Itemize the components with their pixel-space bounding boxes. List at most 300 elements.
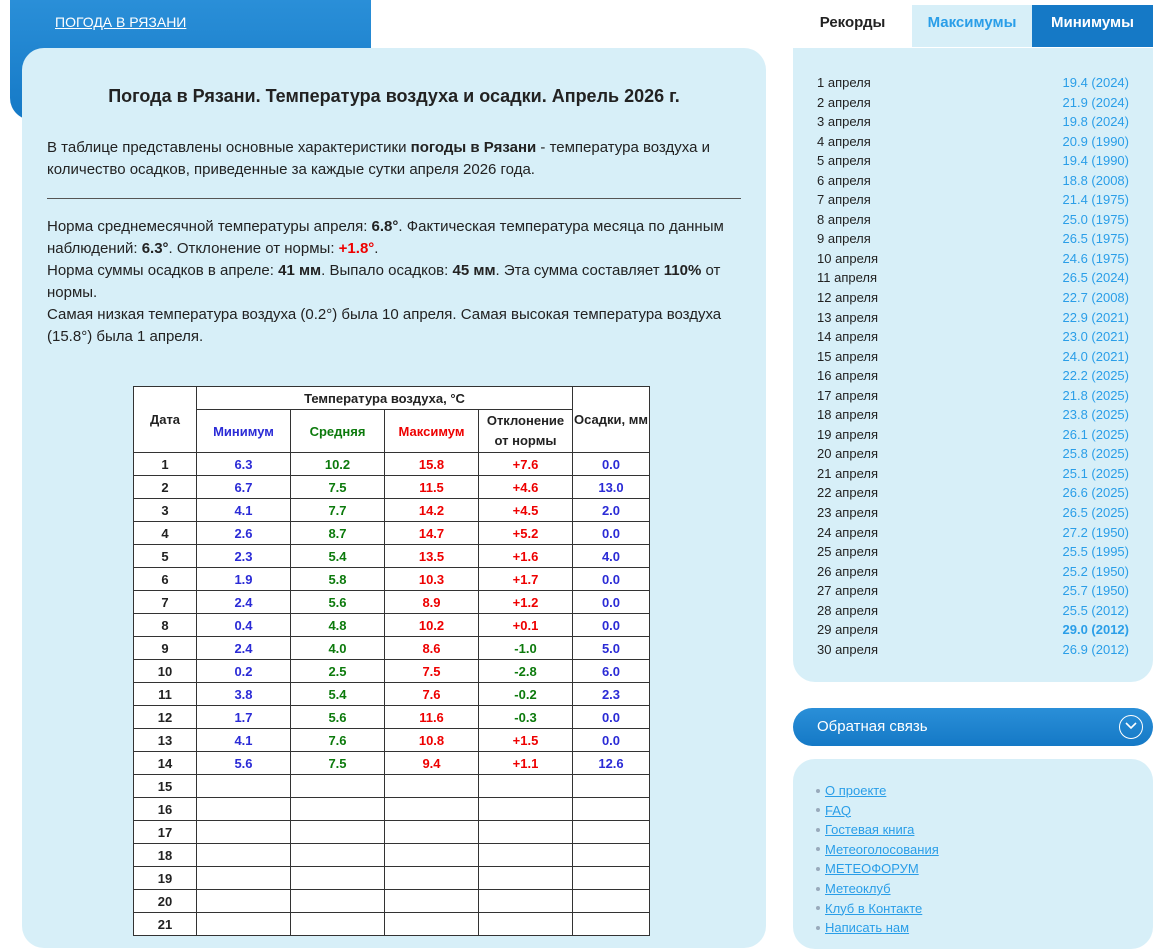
cell-date: 8 <box>134 614 197 637</box>
cell-min: 4.1 <box>197 729 291 752</box>
cell-mean: 5.4 <box>291 683 385 706</box>
cell-mean: 2.5 <box>291 660 385 683</box>
record-date: 16 апреля <box>817 368 878 384</box>
cell-max <box>385 890 479 913</box>
cell-max: 14.2 <box>385 499 479 522</box>
record-value: 18.8 (2008) <box>1062 172 1129 188</box>
cell-date: 12 <box>134 706 197 729</box>
precip-norm-value: 41 мм <box>278 262 322 279</box>
bullet-icon <box>816 847 820 851</box>
cell-deviation: +1.6 <box>479 545 573 568</box>
cell-date: 15 <box>134 775 197 798</box>
cell-max <box>385 913 479 936</box>
table-row <box>134 913 650 936</box>
record-date: 18 апреля <box>817 407 878 423</box>
bullet-icon <box>816 828 820 832</box>
table-row <box>134 568 650 591</box>
bullet-icon <box>816 867 820 871</box>
cell-deviation: +4.6 <box>479 476 573 499</box>
records-panel <box>793 48 1153 682</box>
stat-label: Норма суммы осадков в апреле: <box>47 262 279 279</box>
cell-deviation: +1.1 <box>479 752 573 775</box>
table-row <box>134 821 650 844</box>
cell-date: 1 <box>134 453 197 476</box>
record-date: 13 апреля <box>817 309 878 325</box>
record-item <box>817 210 1129 230</box>
stat-label: . Выпало осадков: <box>321 262 453 279</box>
table-row <box>134 706 650 729</box>
intro-text <box>47 137 737 181</box>
record-date: 2 апреля <box>817 94 871 110</box>
table-row <box>134 522 650 545</box>
cell-min <box>197 844 291 867</box>
cell-max: 11.5 <box>385 476 479 499</box>
record-item <box>817 386 1129 406</box>
chevron-down-icon[interactable] <box>1119 715 1143 739</box>
record-date: 23 апреля <box>817 505 878 521</box>
cell-min <box>197 775 291 798</box>
cell-max: 7.6 <box>385 683 479 706</box>
record-item <box>817 601 1129 621</box>
cell-date: 16 <box>134 798 197 821</box>
record-item <box>817 425 1129 445</box>
cell-max: 10.3 <box>385 568 479 591</box>
record-value: 20.9 (1990) <box>1062 133 1129 149</box>
record-value: 21.8 (2025) <box>1062 387 1129 403</box>
cell-min <box>197 867 291 890</box>
links-panel <box>793 759 1153 949</box>
record-value: 27.2 (1950) <box>1062 524 1129 540</box>
table-row <box>134 890 650 913</box>
record-item <box>817 229 1129 249</box>
cell-deviation <box>479 844 573 867</box>
cell-mean: 7.5 <box>291 476 385 499</box>
cell-precip: 0.0 <box>573 522 650 545</box>
table-body <box>134 453 650 936</box>
cell-precip: 0.0 <box>573 591 650 614</box>
table-row <box>134 867 650 890</box>
table-row <box>134 683 650 706</box>
record-value: 25.2 (1950) <box>1062 563 1129 579</box>
record-date: 12 апреля <box>817 290 878 306</box>
record-date: 28 апреля <box>817 602 878 618</box>
record-date: 26 апреля <box>817 563 878 579</box>
cell-mean <box>291 798 385 821</box>
table-row <box>134 729 650 752</box>
record-item <box>817 151 1129 171</box>
cell-mean <box>291 890 385 913</box>
cell-mean: 7.5 <box>291 752 385 775</box>
sidebar-link[interactable]: FAQ <box>825 802 852 818</box>
cell-date: 7 <box>134 591 197 614</box>
cell-min: 2.3 <box>197 545 291 568</box>
cell-min: 2.6 <box>197 522 291 545</box>
page-title: Погода в Рязани. Температура воздуха и осадки. Апрель 2026 г. <box>108 86 680 106</box>
temp-norm-value: 6.8° <box>371 218 399 235</box>
feedback-bar[interactable] <box>793 708 1153 746</box>
record-item <box>817 171 1129 191</box>
cell-max: 13.5 <box>385 545 479 568</box>
record-date: 25 апреля <box>817 544 878 560</box>
links-list <box>813 781 939 938</box>
link-item <box>813 801 939 821</box>
record-value: 25.5 (2012) <box>1062 602 1129 618</box>
record-item <box>817 640 1129 660</box>
record-value: 23.8 (2025) <box>1062 407 1129 423</box>
record-item <box>817 190 1129 210</box>
extremes-text: Самая низкая температура воздуха (0.2°) была 10 апреля. Самая высокая температура воздуха (15.8°) была 1 апреля. <box>47 306 722 345</box>
link-item <box>813 859 939 879</box>
cell-deviation <box>479 913 573 936</box>
cell-precip <box>573 890 650 913</box>
col-max-header: Максимум <box>385 410 479 453</box>
cell-max <box>385 867 479 890</box>
sidebar-link[interactable]: Метеоголосования <box>825 841 939 857</box>
cell-deviation: +1.7 <box>479 568 573 591</box>
stat-label: . <box>374 240 379 257</box>
record-item <box>817 503 1129 523</box>
bullet-icon <box>816 887 820 891</box>
cell-date: 13 <box>134 729 197 752</box>
cell-date: 9 <box>134 637 197 660</box>
record-item <box>817 288 1129 308</box>
cell-date: 20 <box>134 890 197 913</box>
cell-precip: 2.3 <box>573 683 650 706</box>
record-item <box>817 542 1129 562</box>
cell-min: 6.7 <box>197 476 291 499</box>
cell-mean: 4.0 <box>291 637 385 660</box>
table-row <box>134 453 650 476</box>
cell-precip <box>573 821 650 844</box>
record-date: 6 апреля <box>817 172 871 188</box>
link-item <box>813 840 939 860</box>
cell-precip: 0.0 <box>573 614 650 637</box>
link-item <box>813 820 939 840</box>
record-item <box>817 464 1129 484</box>
cell-deviation <box>479 821 573 844</box>
bullet-icon <box>816 906 820 910</box>
record-item <box>817 327 1129 347</box>
record-item <box>817 366 1129 386</box>
link-item <box>813 781 939 801</box>
record-date: 5 апреля <box>817 153 871 169</box>
cell-max: 15.8 <box>385 453 479 476</box>
col-date-header: Дата <box>134 387 197 453</box>
intro-bold: погоды в Рязани <box>410 139 537 156</box>
tab-minimums[interactable]: Минимумы <box>1032 5 1153 47</box>
cell-precip: 6.0 <box>573 660 650 683</box>
record-date: 17 апреля <box>817 387 878 403</box>
record-date: 29 апреля <box>817 622 878 638</box>
col-min-header: Минимум <box>197 410 291 453</box>
cell-min: 6.3 <box>197 453 291 476</box>
cell-mean: 5.8 <box>291 568 385 591</box>
records-list <box>817 73 1129 659</box>
stat-label: . Фактическая температура месяца по данным наблюдений: <box>47 218 724 257</box>
stat-label: Норма среднемесячной температуры апреля: <box>47 218 372 235</box>
cell-mean: 5.6 <box>291 591 385 614</box>
stat-label: . Эта сумма составляет <box>495 262 664 279</box>
table-row <box>134 798 650 821</box>
record-value: 21.4 (1975) <box>1062 192 1129 208</box>
record-date: 10 апреля <box>817 250 878 266</box>
tab-records[interactable]: Рекорды <box>793 5 912 47</box>
table-row <box>134 775 650 798</box>
cell-date: 11 <box>134 683 197 706</box>
cell-min: 2.4 <box>197 591 291 614</box>
cell-precip: 13.0 <box>573 476 650 499</box>
cell-deviation: +4.5 <box>479 499 573 522</box>
cell-min: 1.7 <box>197 706 291 729</box>
record-value: 24.0 (2021) <box>1062 348 1129 364</box>
cell-precip: 5.0 <box>573 637 650 660</box>
table-row <box>134 499 650 522</box>
col-mean-header: Средняя <box>291 410 385 453</box>
cell-max: 8.6 <box>385 637 479 660</box>
cell-precip: 0.0 <box>573 706 650 729</box>
record-item <box>817 483 1129 503</box>
record-item <box>817 444 1129 464</box>
precip-percent-value: 110% <box>663 262 702 279</box>
record-value: 24.6 (1975) <box>1062 250 1129 266</box>
record-value: 21.9 (2024) <box>1062 94 1129 110</box>
precip-fact-value: 45 мм <box>452 262 496 279</box>
cell-mean <box>291 913 385 936</box>
cell-min <box>197 821 291 844</box>
cell-mean: 5.4 <box>291 545 385 568</box>
cell-deviation: -2.8 <box>479 660 573 683</box>
cell-date: 19 <box>134 867 197 890</box>
record-value: 25.8 (2025) <box>1062 446 1129 462</box>
cell-precip: 2.0 <box>573 499 650 522</box>
cell-mean: 10.2 <box>291 453 385 476</box>
record-item <box>817 523 1129 543</box>
cell-deviation <box>479 867 573 890</box>
cell-min: 0.4 <box>197 614 291 637</box>
main-content-panel <box>22 48 766 948</box>
record-date: 24 апреля <box>817 524 878 540</box>
sidebar-link[interactable]: Клуб в Контакте <box>825 900 923 916</box>
cell-mean: 5.6 <box>291 706 385 729</box>
cell-mean <box>291 867 385 890</box>
cell-max: 10.8 <box>385 729 479 752</box>
cell-max: 9.4 <box>385 752 479 775</box>
cell-min <box>197 913 291 936</box>
record-value: 25.5 (1995) <box>1062 544 1129 560</box>
record-item <box>817 562 1129 582</box>
cell-mean: 7.7 <box>291 499 385 522</box>
bullet-icon <box>816 789 820 793</box>
cell-date: 17 <box>134 821 197 844</box>
cell-date: 10 <box>134 660 197 683</box>
cell-precip: 0.0 <box>573 729 650 752</box>
temp-fact-value: 6.3° <box>141 240 169 257</box>
sidebar-link[interactable]: Метеоклуб <box>825 880 891 896</box>
weather-table <box>133 386 650 936</box>
cell-deviation <box>479 798 573 821</box>
tab-maximums[interactable]: Максимумы <box>912 5 1032 47</box>
link-item <box>813 879 939 899</box>
cell-precip: 4.0 <box>573 545 650 568</box>
intro-text-part: В таблице представлены основные характеристики <box>47 139 411 156</box>
cell-deviation: -0.3 <box>479 706 573 729</box>
cell-max: 7.5 <box>385 660 479 683</box>
cell-deviation: +1.5 <box>479 729 573 752</box>
cell-max: 10.2 <box>385 614 479 637</box>
record-item <box>817 347 1129 367</box>
record-item <box>817 405 1129 425</box>
record-date: 21 апреля <box>817 465 878 481</box>
record-date: 20 апреля <box>817 446 878 462</box>
record-value: 26.6 (2025) <box>1062 485 1129 501</box>
cell-max: 14.7 <box>385 522 479 545</box>
record-item <box>817 112 1129 132</box>
record-value: 26.5 (2024) <box>1062 270 1129 286</box>
record-date: 8 апреля <box>817 211 871 227</box>
record-value: 26.1 (2025) <box>1062 426 1129 442</box>
stat-label: от нормы. <box>47 262 721 301</box>
record-value: 25.7 (1950) <box>1062 583 1129 599</box>
record-item <box>817 268 1129 288</box>
bullet-icon <box>816 808 820 812</box>
record-item <box>817 308 1129 328</box>
cell-date: 18 <box>134 844 197 867</box>
link-item <box>813 918 939 938</box>
monthly-stats <box>47 216 737 348</box>
site-home-link[interactable]: ПОГОДА В РЯЗАНИ <box>55 14 187 30</box>
record-date: 4 апреля <box>817 133 871 149</box>
cell-deviation: +1.2 <box>479 591 573 614</box>
cell-min <box>197 798 291 821</box>
cell-max <box>385 821 479 844</box>
record-date: 1 апреля <box>817 75 871 90</box>
cell-precip <box>573 775 650 798</box>
sidebar-link[interactable]: О проекте <box>825 783 887 798</box>
intro-text-part: - температура воздуха и количество осадков, приведенные за каждые сутки апреля 2026 года. <box>47 139 710 178</box>
stat-label: . Отклонение от нормы: <box>168 240 339 257</box>
cell-precip: 0.0 <box>573 453 650 476</box>
record-date: 15 апреля <box>817 348 878 364</box>
table-row <box>134 660 650 683</box>
cell-deviation: +7.6 <box>479 453 573 476</box>
feedback-label: Обратная связь <box>817 718 928 735</box>
cell-max: 8.9 <box>385 591 479 614</box>
record-date: 27 апреля <box>817 583 878 599</box>
cell-date: 6 <box>134 568 197 591</box>
cell-date: 5 <box>134 545 197 568</box>
table-row <box>134 476 650 499</box>
record-item <box>817 581 1129 601</box>
sidebar-link[interactable]: Гостевая книга <box>825 822 915 838</box>
cell-max <box>385 798 479 821</box>
cell-mean <box>291 775 385 798</box>
cell-mean: 4.8 <box>291 614 385 637</box>
record-date: 30 апреля <box>817 641 878 657</box>
cell-date: 4 <box>134 522 197 545</box>
record-item <box>817 620 1129 640</box>
record-value: 22.9 (2021) <box>1062 309 1129 325</box>
record-value: 19.8 (2024) <box>1062 114 1129 130</box>
cell-precip: 0.0 <box>573 568 650 591</box>
record-value: 23.0 (2021) <box>1062 329 1129 345</box>
temp-deviation-value: +1.8° <box>338 240 375 257</box>
cell-deviation: -0.2 <box>479 683 573 706</box>
record-date: 9 апреля <box>817 231 871 247</box>
cell-deviation: -1.0 <box>479 637 573 660</box>
col-deviation-header: Отклонение от нормы <box>479 410 573 453</box>
cell-max <box>385 775 479 798</box>
record-value: 22.7 (2008) <box>1062 290 1129 306</box>
sidebar-link[interactable]: МЕТЕОФОРУМ <box>825 861 919 877</box>
cell-precip <box>573 844 650 867</box>
cell-precip: 12.6 <box>573 752 650 775</box>
cell-deviation: +5.2 <box>479 522 573 545</box>
record-date: 22 апреля <box>817 485 878 501</box>
cell-mean: 8.7 <box>291 522 385 545</box>
cell-date: 21 <box>134 913 197 936</box>
cell-date: 3 <box>134 499 197 522</box>
cell-date: 2 <box>134 476 197 499</box>
record-date: 19 апреля <box>817 426 878 442</box>
cell-date: 14 <box>134 752 197 775</box>
table-row <box>134 637 650 660</box>
cell-min: 4.1 <box>197 499 291 522</box>
cell-precip <box>573 867 650 890</box>
record-value: 19.4 (2024) <box>1062 75 1129 90</box>
cell-precip <box>573 913 650 936</box>
cell-mean: 7.6 <box>291 729 385 752</box>
table-row <box>134 752 650 775</box>
cell-mean <box>291 821 385 844</box>
cell-deviation <box>479 890 573 913</box>
cell-min: 0.2 <box>197 660 291 683</box>
record-value: 29.0 (2012) <box>1062 622 1129 638</box>
table-row <box>134 844 650 867</box>
record-item <box>817 132 1129 152</box>
cell-min: 2.4 <box>197 637 291 660</box>
record-date: 7 апреля <box>817 192 871 208</box>
cell-min: 3.8 <box>197 683 291 706</box>
sidebar-link[interactable]: Написать нам <box>825 920 910 936</box>
record-item <box>817 73 1129 93</box>
cell-precip <box>573 798 650 821</box>
records-tabs <box>793 5 1153 47</box>
record-value: 25.1 (2025) <box>1062 465 1129 481</box>
record-value: 26.5 (1975) <box>1062 231 1129 247</box>
bullet-icon <box>816 926 820 930</box>
record-date: 3 апреля <box>817 114 871 130</box>
table-row <box>134 591 650 614</box>
col-precip-header: Осадки, мм <box>573 387 650 453</box>
link-item <box>813 899 939 919</box>
record-value: 19.4 (1990) <box>1062 153 1129 169</box>
record-item <box>817 249 1129 269</box>
cell-min: 1.9 <box>197 568 291 591</box>
table-row <box>134 545 650 568</box>
record-value: 26.5 (2025) <box>1062 505 1129 521</box>
cell-deviation: +0.1 <box>479 614 573 637</box>
record-value: 26.9 (2012) <box>1062 641 1129 657</box>
cell-min: 5.6 <box>197 752 291 775</box>
cell-max <box>385 844 479 867</box>
cell-deviation <box>479 775 573 798</box>
cell-min <box>197 890 291 913</box>
record-date: 11 апреля <box>817 270 878 286</box>
record-value: 25.0 (1975) <box>1062 211 1129 227</box>
col-temp-group-header: Температура воздуха, °С <box>197 387 573 410</box>
record-date: 14 апреля <box>817 329 878 345</box>
divider <box>47 198 741 199</box>
